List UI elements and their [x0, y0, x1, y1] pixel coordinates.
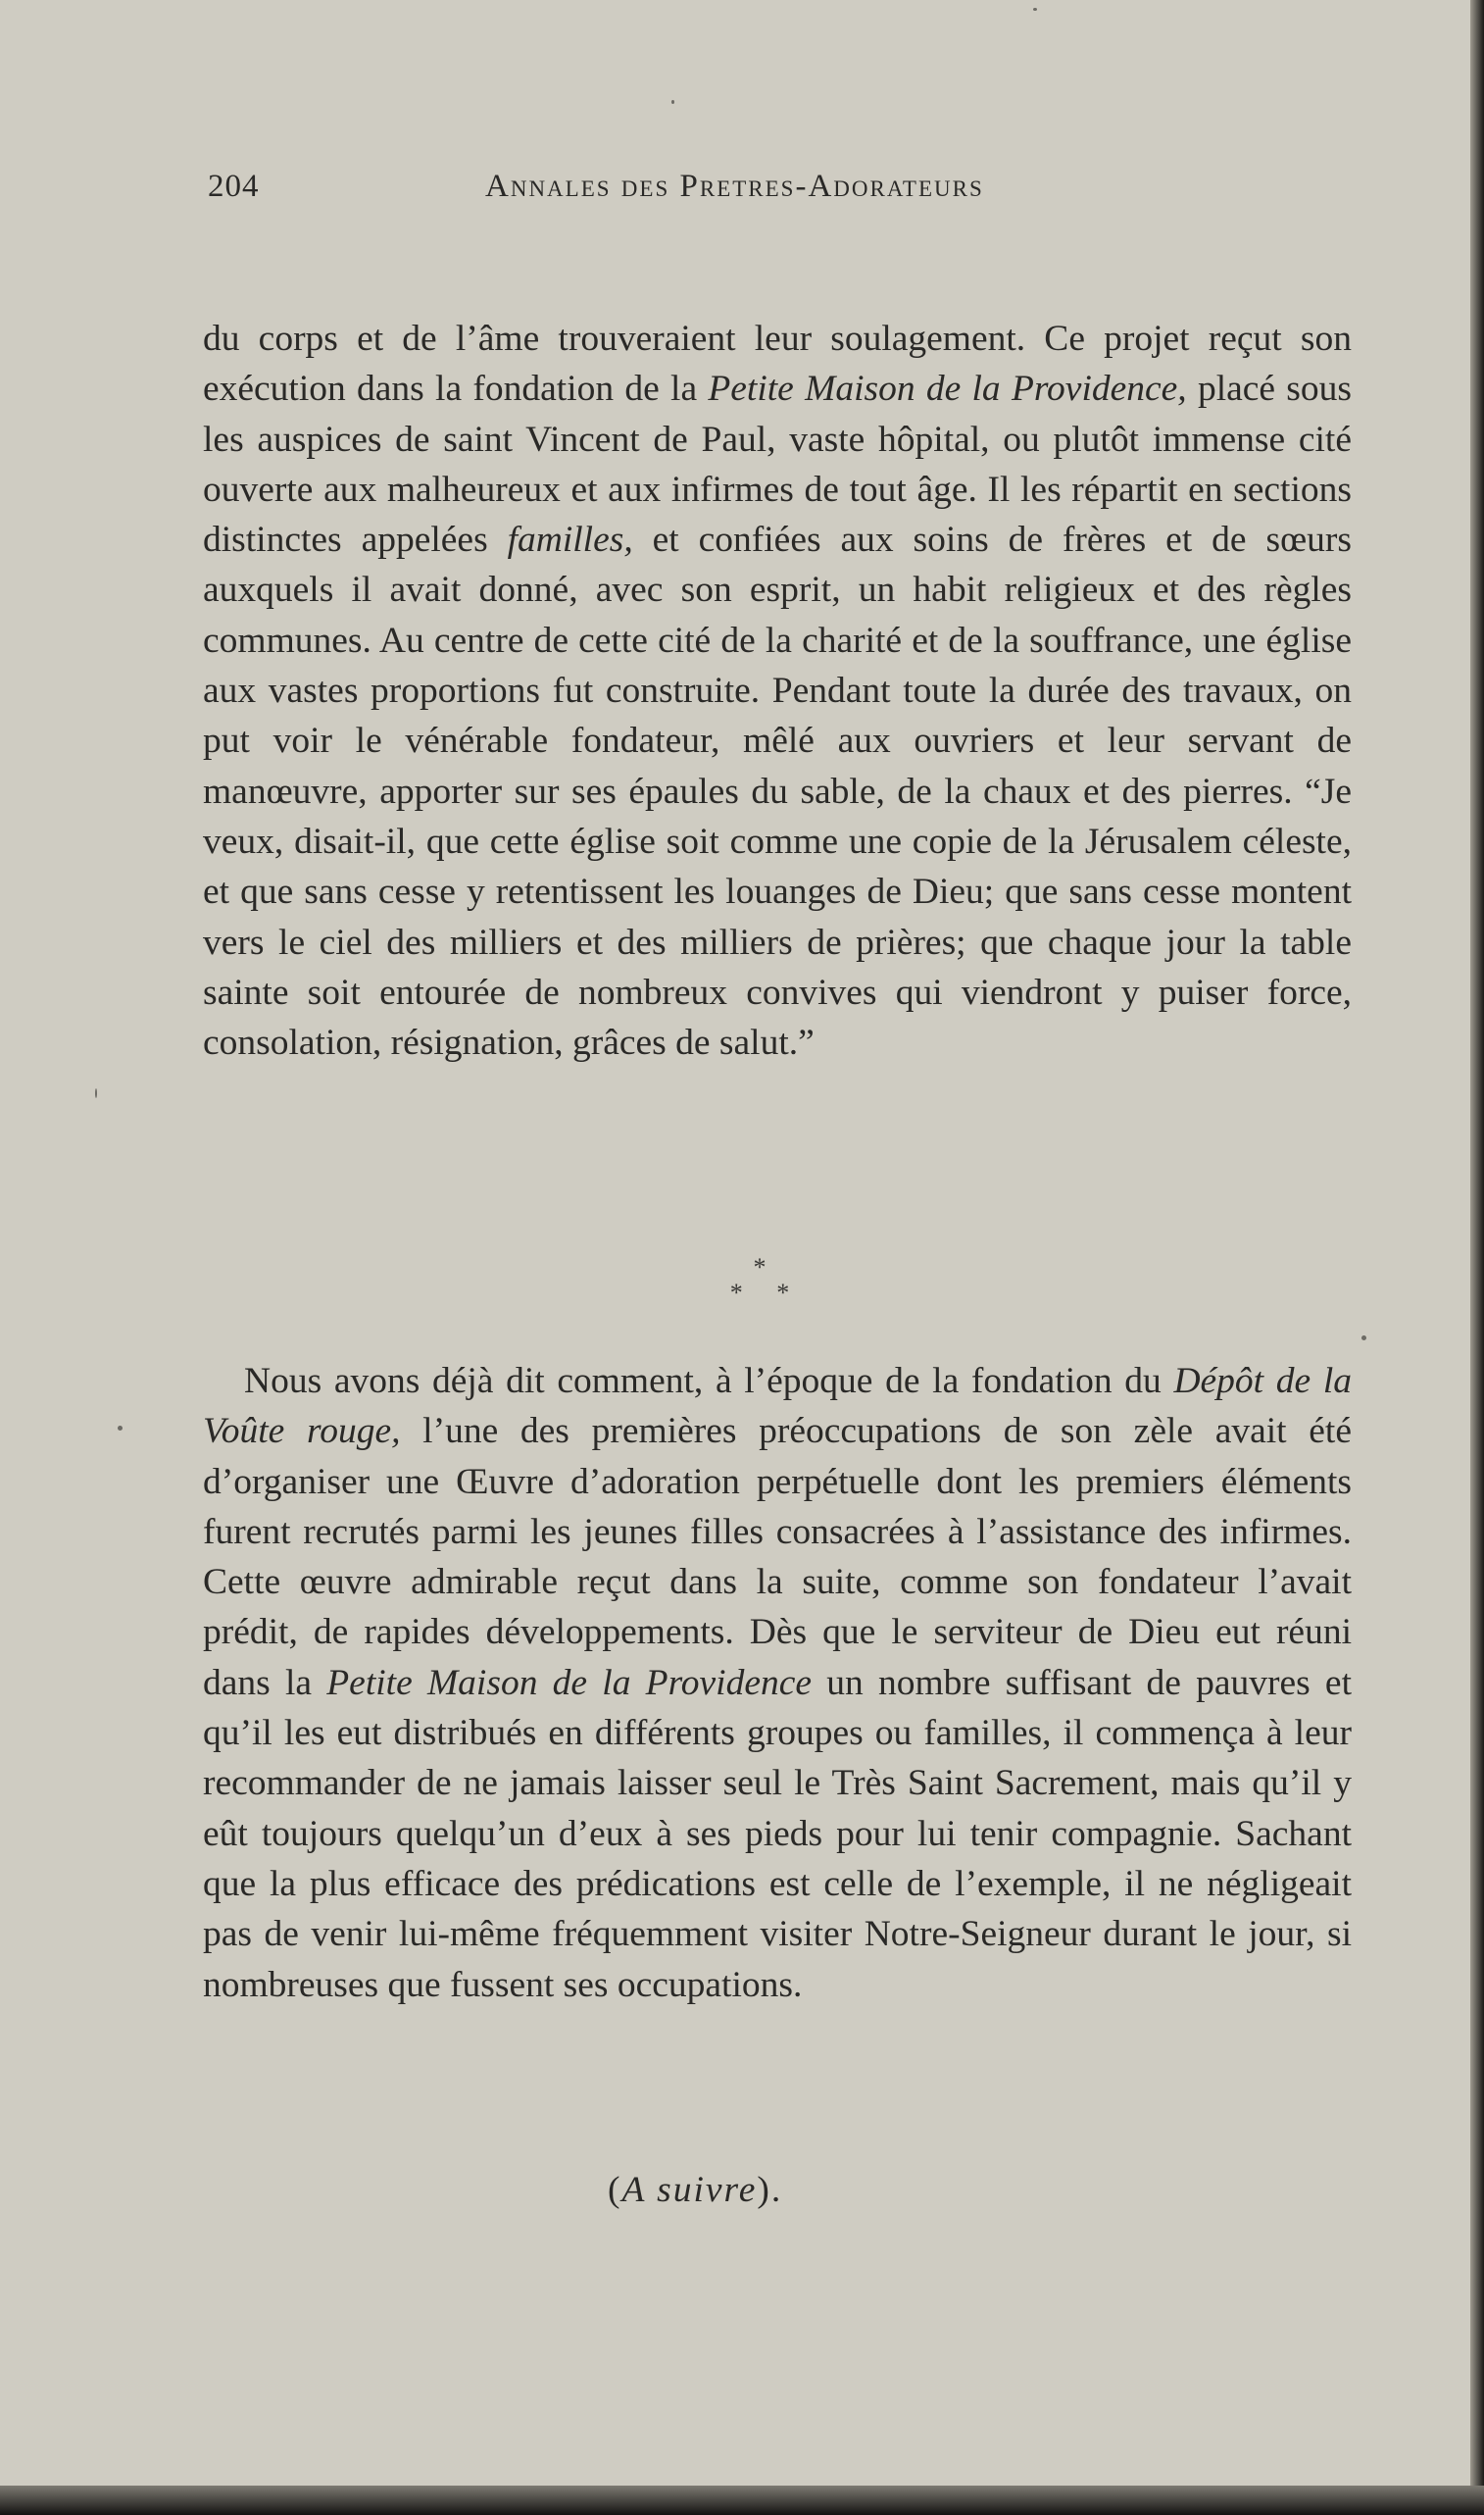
paper-speck — [95, 1088, 97, 1098]
italic-run: Dépôt de la Voûte rouge, — [203, 1361, 1352, 1452]
paragraph-text — [203, 314, 1352, 1068]
asterism — [716, 1255, 804, 1314]
page-edge-right — [1470, 0, 1484, 2515]
paragraph-2 — [203, 1356, 1352, 2010]
page-edge-bottom — [0, 2486, 1484, 2515]
text-run: et confiées aux soins de frères et de sœurs auxquels il avait donné, avec son esprit, un habit religieux et des règles communes. Au centre de cette cité de la charité et de la souffrance, une église aux vastes proportions fut construite. Pendant toute la durée des travaux, on put voir le vénérable fondateur, mêlé aux ouvriers et leur servant de manœuvre, apporter sur ses épaules du sable, de la chaux et des pierres. “Je veux, disait-il, que cette église soit comme une copie de la Jérusalem céleste, et que sans cesse y retentissent les louanges de Dieu; que sans cesse montent vers le ciel des milliers et des milliers de prières; que chaque jour la table sainte soit entourée de nombreux convives qui viendront y puiser force, consolation, résignation, grâces de salut.” — [203, 520, 1352, 1064]
italic-run: Petite Maison de la Providence, — [708, 369, 1187, 410]
paragraph-1 — [203, 314, 1352, 1068]
paper-speck — [1033, 8, 1037, 11]
close-paren: ). — [757, 2170, 783, 2210]
running-header — [208, 169, 1355, 218]
italic-run: familles, — [507, 520, 633, 561]
open-paren: ( — [608, 2170, 622, 2210]
paragraph-text — [203, 1356, 1352, 2010]
paper-speck — [671, 100, 674, 104]
page-number: 204 — [208, 169, 260, 204]
text-run: du corps et de l’âme trouveraient leur soulagement. Ce projet reçut son exécution dans la fondation de la — [203, 319, 1352, 410]
text-run: Nous avons déjà dit comment, à l’époque de la fondation du — [244, 1361, 1174, 1401]
text-run: l’une des premières préoccupations de son zèle avait été d’organiser une Œuvre d’adoration perpétuelle dont les premiers éléments furent recrutés parmi les jeunes filles consacrées à l’assistance des infirmes. Cette œuvre admirable reçut dans la suite, comme son fondateur l’avait prédit, de rapides développements. Dès que le serviteur de Dieu eut réuni dans la — [203, 1411, 1352, 1703]
italic-run: Petite Maison de la Providence — [326, 1662, 813, 1703]
text-run: un nombre suffisant de pauvres et qu’il les eut distribués en différents groupes ou familles, il commença à leur recommander de ne jamais laisser seul le Très Saint Sacrement, mais qu’il y eût toujours quelqu’un d’eux à ses pieds pour lui tenir compagnie. Sachant que la plus efficace des prédications est celle de l’exemple, il ne négligeait pas de venir lui-même fréquemment visiter Notre-Seigneur durant le jour, si nombreuses que fussent ses occupations. — [203, 1662, 1352, 2005]
to-be-continued-text: A suivre — [621, 2170, 758, 2210]
asterism-top: * — [753, 1253, 767, 1282]
text-run: placé sous les auspices de saint Vincent de Paul, vaste hôpital, ou plutôt immense cité ouverte aux malheureux et aux infirmes de tout âge. Il les répartit en sections distinctes appelées — [203, 369, 1352, 561]
to-be-continued — [608, 2169, 782, 2211]
paper-speck — [118, 1426, 123, 1431]
paper-speck — [1361, 1335, 1366, 1340]
running-title: Annales des Pretres-Adorateurs — [485, 169, 984, 204]
asterism-bottom: * * — [729, 1279, 804, 1307]
